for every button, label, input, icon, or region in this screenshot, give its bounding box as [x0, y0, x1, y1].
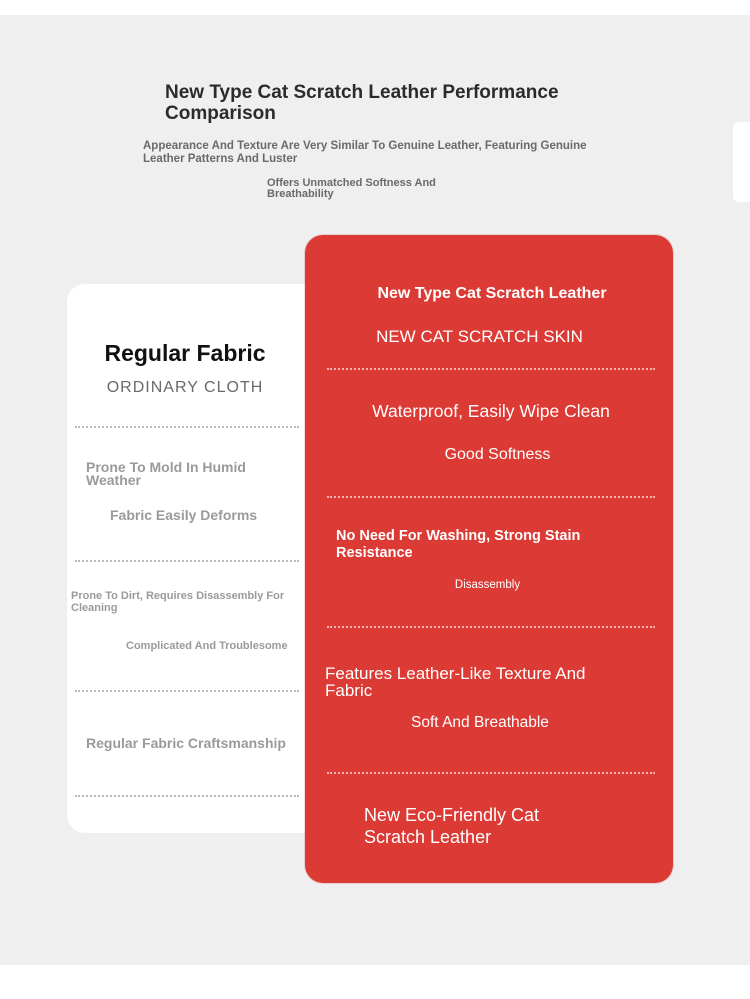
- leather-divider: [327, 772, 655, 774]
- leather-item: No Need For Washing, Strong Stain Resistance: [336, 528, 581, 561]
- leather-divider: [327, 626, 655, 628]
- regular-divider: [75, 560, 299, 562]
- leather-item: Soft And Breathable: [411, 714, 549, 731]
- leather-item: Features Leather-Like Texture And Fabric: [325, 664, 586, 700]
- regular-item: Prone To Dirt, Requires Disassembly For Cleaning: [71, 590, 285, 614]
- regular-fabric-title: Regular Fabric: [104, 340, 266, 366]
- leather-item: Waterproof, Easily Wipe Clean: [372, 401, 610, 421]
- leather-item: Disassembly: [454, 579, 521, 591]
- page-subtitle-secondary: Offers Unmatched Softness And Breathability: [267, 177, 436, 200]
- regular-item: Regular Fabric Craftsmanship: [86, 735, 286, 751]
- regular-divider: [75, 426, 299, 428]
- leather-subtitle: NEW CAT SCRATCH SKIN: [376, 327, 583, 346]
- regular-divider: [75, 690, 299, 692]
- leather-divider: [327, 496, 655, 498]
- regular-divider: [75, 795, 299, 797]
- regular-item: Fabric Easily Deforms: [110, 507, 258, 523]
- edge-tab: [733, 122, 750, 202]
- leather-item: Good Softness: [444, 446, 551, 463]
- regular-item: Complicated And Troublesome: [126, 640, 288, 652]
- page-subtitle: Appearance And Texture Are Very Similar To Genuine Leather, Featuring Genuine Leather Patterns And Luster: [143, 140, 587, 165]
- regular-item: Prone To Mold In Humid Weather: [86, 459, 246, 488]
- leather-item: New Eco-Friendly Cat Scratch Leather: [364, 805, 540, 847]
- regular-fabric-subtitle: ORDINARY CLOTH: [106, 379, 264, 396]
- leather-title: New Type Cat Scratch Leather: [377, 285, 607, 302]
- page-title: New Type Cat Scratch Leather Performance Comparison: [165, 82, 559, 124]
- leather-divider: [327, 368, 655, 370]
